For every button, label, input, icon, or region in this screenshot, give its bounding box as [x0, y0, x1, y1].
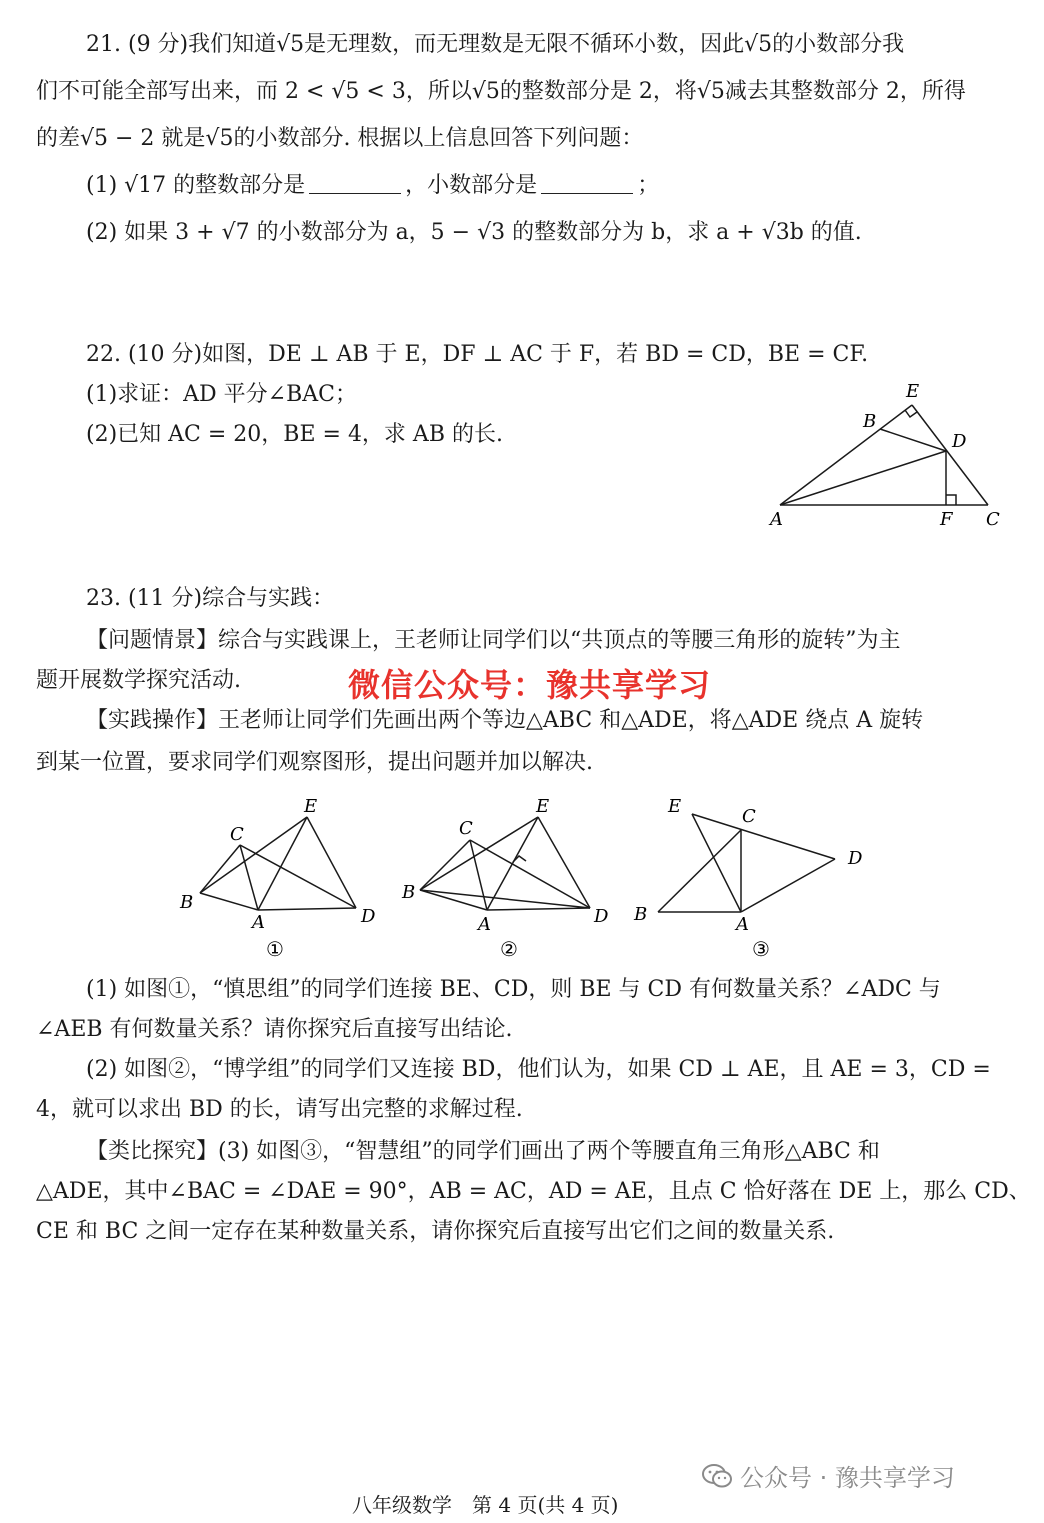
q21-line-2: 们不可能全部写出来，而 2 < √5 < 3，所以√5的整数部分是 2，将√5减去其整数部分 2，所得 [36, 79, 966, 104]
fig2-label-e: E [536, 796, 550, 817]
q23-part-3-line-1: 【类比探究】(3) 如图③，“智慧组”的同学们画出了两个等腰直角三角形△ABC 和 [86, 1139, 880, 1164]
q22-part-2: (2)已知 AC = 20，BE = 4，求 AB 的长. [86, 422, 503, 447]
segment-ad [780, 451, 946, 505]
q23-line-4: 【实践操作】王老师让同学们先画出两个等边△ABC 和△ADE，将△ADE 绕点 A 旋转 [86, 708, 924, 733]
q23-part-3-line-3: CE 和 BC 之间一定存在某种数量关系，请你探究后直接写出它们之间的数量关系. [36, 1219, 835, 1244]
answer-blank-2 [541, 173, 633, 194]
fig1-label-b: B [180, 892, 194, 913]
brand-text: 公众号 · 豫共享学习 [740, 1464, 955, 1492]
q23-part-2-line-1: (2) 如图②，“博学组”的同学们又连接 BD，他们认为，如果 CD ⊥ AE，且 AE = 3，CD = [86, 1057, 991, 1082]
q23-line-2: 【问题情景】综合与实践课上，王老师让同学们以“共顶点的等腰三角形的旋转”为主 [86, 628, 901, 653]
q23-line-1: 23. (11 分)综合与实践： [86, 586, 335, 611]
label-c: C [986, 509, 1000, 530]
fig3-label-e: E [668, 796, 682, 817]
q21-part-1-text-c: ； [637, 173, 660, 198]
q22-part-1: (1)求证：AD 平分∠BAC； [86, 382, 358, 407]
q23-part-1-line-2: ∠AEB 有何数量关系？请你探究后直接写出结论. [36, 1017, 513, 1042]
q23-line-5: 到某一位置，要求同学们观察图形，提出问题并加以解决. [36, 750, 593, 775]
fig3-label-d: D [848, 848, 863, 869]
figure-2 [420, 817, 590, 910]
fig1-label-d: D [361, 906, 376, 927]
label-a: A [770, 509, 783, 530]
q23-line-3: 题开展数学探究活动. [36, 668, 241, 693]
q21-line-1: 21. (9 分)我们知道√5是无理数，而无理数是无限不循环小数，因此√5的小数部分我 [86, 32, 905, 57]
fig1-number: ① [266, 937, 284, 961]
q23-part-1-line-1: (1) 如图①，“慎思组”的同学们连接 BE、CD，则 BE 与 CD 有何数量关系？∠ADC 与 [86, 977, 941, 1002]
page-footer: 八年级数学 第 4 页(共 4 页) [352, 1493, 619, 1517]
q22-figure [760, 375, 1010, 535]
fig3-label-c: C [742, 806, 756, 827]
q23-part-2-line-2: 4，就可以求出 BD 的长，请写出完整的求解过程. [36, 1097, 523, 1122]
segment-bd [880, 429, 946, 451]
q21-line-3: 的差√5 − 2 就是√5的小数部分. 根据以上信息回答下列问题： [36, 126, 644, 151]
q21-part-2: (2) 如果 3 + √7 的小数部分为 a，5 − √3 的整数部分为 b，求 a + √3b 的值. [86, 220, 862, 245]
fig2-label-d: D [594, 906, 609, 927]
fig3-label-a: A [736, 914, 749, 935]
fig2-label-c: C [459, 818, 473, 839]
fig2-number: ② [500, 937, 518, 961]
label-e: E [906, 381, 920, 402]
segment-ec [912, 405, 988, 505]
fig3-number: ③ [752, 937, 770, 961]
q22-line-1: 22. (10 分)如图，DE ⊥ AB 于 E，DF ⊥ AC 于 F，若 BD = CD，BE = CF. [86, 342, 869, 367]
answer-blank-1 [309, 173, 401, 194]
q21-part-1-text-a: (1) √17 的整数部分是 [86, 173, 306, 198]
wechat-icon [702, 1463, 732, 1489]
fig2-label-b: B [402, 882, 416, 903]
figure-1 [200, 817, 356, 910]
fig1-label-e: E [304, 796, 318, 817]
q23-figures [170, 790, 870, 965]
brand-watermark [702, 1458, 955, 1493]
segment-ae [780, 405, 912, 505]
watermark-text: 微信公众号：豫共享学习 [348, 666, 712, 704]
q21-part-1 [86, 171, 659, 201]
right-angle-fig2 [513, 856, 526, 862]
fig2-label-a: A [478, 914, 491, 935]
label-f: F [940, 509, 953, 530]
q21-part-1-text-b: ，小数部分是 [405, 173, 538, 198]
label-d: D [952, 431, 967, 452]
label-b: B [863, 411, 877, 432]
figure-3 [658, 814, 835, 912]
fig3-label-b: B [634, 904, 648, 925]
right-angle-e [905, 410, 917, 417]
right-angle-f [946, 495, 956, 505]
q23-part-3-line-2: △ADE，其中∠BAC = ∠DAE = 90°，AB = AC，AD = AE，且点 C 恰好落在 DE 上，那么 CD、 [36, 1179, 1031, 1204]
fig1-label-a: A [252, 912, 265, 933]
fig1-label-c: C [230, 824, 244, 845]
